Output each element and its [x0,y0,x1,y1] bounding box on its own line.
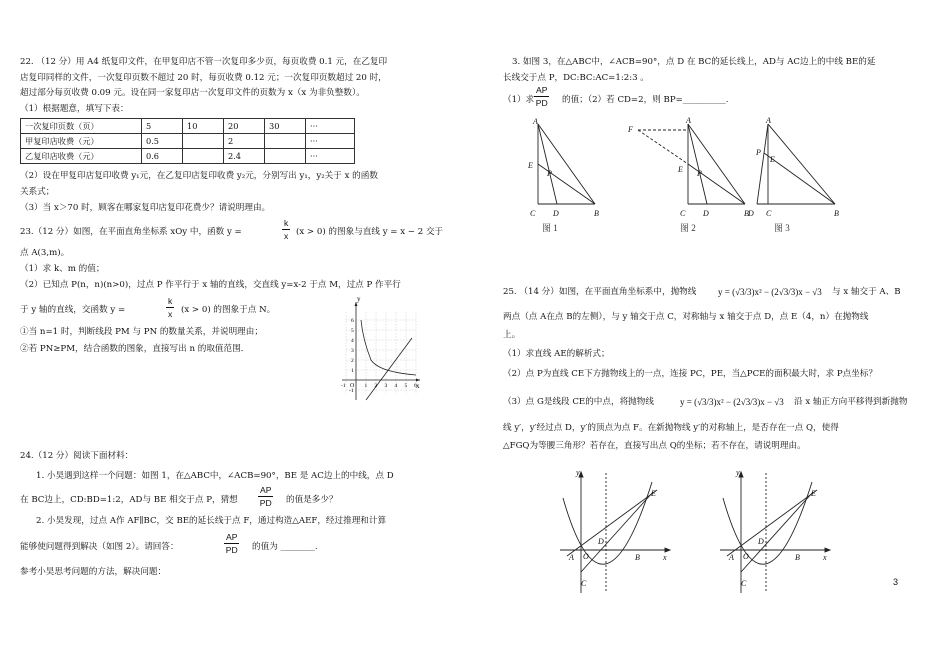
q23-function-graph [322,292,422,407]
svg-text:B: B [795,553,800,562]
svg-text:O: O [743,552,749,561]
fraction-numerator: AP [226,532,238,542]
svg-text:P: P [547,169,552,178]
table-cell: 0.6 [142,149,183,164]
q24r-line1: 3. 如图 3，在△ABC中，∠ACB=90°，点 D 在 BC的延长线上，AD与 AC边上的中线 BE的延 [512,57,876,67]
figure-2 [638,124,745,204]
q23-sub2-b2: (x > 0) 的图象于点 N。 [181,305,276,315]
svg-text:C: C [581,579,587,588]
page-number: 3 [893,577,899,587]
x-tick: 1 [364,383,368,389]
y-tick: 5 [351,328,354,334]
q24-p2-line2a: 能够使问题得到解决（如图 2）。请回答： [20,542,179,552]
svg-text:C: C [530,209,536,218]
q22-sub2-line1: （2）设在甲复印店复印收费 y₁元，在乙复印店复印收费 y₂元，分别写出 y₁，y₂关于 x 的函数 [20,171,378,181]
svg-text:E: E [811,489,816,498]
q25-line1a: 25. （14 分）如图，在平面直角坐标系中，抛物线 [503,287,697,297]
svg-text:x: x [663,553,667,562]
svg-text:E: E [770,155,775,164]
q25-sub3-line3: △FGQ为等腰三角形？若存在，直接写出点 Q的坐标；若不存在，请说明理由。 [503,441,806,451]
x-tick: 2 [374,383,378,389]
q23-sub2-b1: 于 y 轴的直线，交函数 y = [20,305,126,315]
q24r-sub1-b: 的值；（2）若 CD=2，则 BP=__________. [562,95,729,105]
x-tick: 4 [394,383,398,389]
svg-text:C: C [741,579,747,588]
table-cell [183,149,224,164]
svg-text:A: A [766,116,771,125]
q24-p2-line1: 2. 小昊发现，过点 A作 AF∥BC，交 BE的延长线于点 F，通过构造△AEF，经过推理和计算 [36,516,387,526]
q25-parabola: y = (√3/3)x² − (2√3/3)x − √3 [718,287,822,297]
q23-line1b: (x > 0) 的图象与直线 y = x − 2 交于 [296,227,444,237]
q25-sub3-line2: 线 y′，y′经过点 D，y′的顶点为点 F。在新抛物线 y′的对称轴上，是否存在一点 Q，使得 [503,423,839,433]
q23-fraction [282,218,290,241]
table-cell: 0.5 [142,134,183,149]
table-row [21,119,355,134]
table-cell [265,134,306,149]
q23-item1: ①当 n=1 时，判断线段 PM 与 PN 的数量关系，并说明理由； [20,327,263,337]
svg-text:x: x [823,553,827,562]
q24-p1-line2b: 的值是多少？ [286,495,338,505]
table-cell: 5 [142,119,183,134]
q24r-line2: 长线交于点 P，DC:BC:AC=1:2:3 。 [503,73,649,83]
svg-text:E: E [678,165,683,174]
svg-text:A: A [533,117,538,126]
fraction-denominator: x [168,309,173,319]
q24r-fraction [534,85,549,108]
fraction-denominator: x [284,231,289,241]
table-cell: 30 [265,119,306,134]
fraction-numerator: k [284,218,289,228]
svg-text:D: D [703,209,709,218]
table-cell [183,134,224,149]
y-tick: 3 [351,348,354,354]
q24-figures [520,116,860,236]
q24-ref: 参考小昊思考问题的方法，解决问题： [20,567,167,577]
svg-text:E: E [651,489,656,498]
fraction-denominator: PD [225,545,238,555]
q23-item2: ②若 PN≥PM，结合函数的图象，直接写出 n 的取值范围． [20,344,250,354]
fig2-caption: 图 2 [680,223,696,233]
svg-text:F: F [628,125,633,134]
hyperbola-curve [361,320,416,375]
fraction-numerator: AP [260,485,272,495]
q23-sub2-a: （2）已知点 P(n，n)(n>0)，过点 P 作平行于 x 轴的直线，交直线 y=x-2 于点 M，过点 P 作平行 [20,280,401,290]
q22-line1: 22. （12 分）用 A4 纸复印文件，在甲复印店不管一次复印多少页，每页收费 0.1 元，在乙复印 [20,57,388,67]
svg-text:D: D [598,537,604,546]
table-cell: ··· [306,134,355,149]
table-cell: 甲复印店收费（元） [21,134,142,149]
line-curve [366,338,412,400]
svg-text:B: B [594,209,599,218]
figure-3 [757,124,835,204]
table-cell: ··· [306,149,355,164]
q24-p2-line2b: 的值为 ________. [252,542,318,552]
svg-text:A: A [729,553,734,562]
y-tick: 4 [351,338,354,344]
q24-line1: 24.（12 分）阅读下面材料： [20,451,134,461]
svg-text:B: B [635,553,640,562]
q22-table [20,118,355,164]
svg-text:O: O [583,552,589,561]
svg-text:P: P [756,148,761,157]
q25-line3: 上。 [503,330,521,340]
y-tick: -1 [349,388,354,394]
table-row [21,134,355,149]
q25-line1b: 与 x 轴交于 A、B [832,287,901,297]
figure-1 [538,124,595,204]
svg-text:D: D [748,209,754,218]
y-tick: 1 [351,368,354,374]
q25-sub1: （1）求直线 AE的解析式； [503,349,610,359]
svg-text:y: y [576,468,580,477]
q24-p1-line1: 1. 小昊遇到这样一个问题：如图 1，在△ABC中，∠ACB=90°，BE 是 AC边上的中线，点 D [36,471,394,481]
q24r-sub1-a: （1）求 [503,95,535,105]
q22-sub1: （1）根据题意，填写下表： [20,104,129,114]
table-cell: 一次复印页数（页） [21,119,142,134]
table-row [21,149,355,164]
q22-sub3: （3）当 x＞70 时，顾客在哪家复印店复印花费少？请说明理由。 [20,203,271,213]
q25-parabola-2: y = (√3/3)x² − (2√3/3)x − √3 [680,397,784,407]
table-cell [265,149,306,164]
q25-sub2: （2）点 P为直线 CE下方抛物线上的一点，连接 PC，PE，当△PCE的面积最大时，求 P点坐标？ [503,369,878,379]
q23-fraction-2 [166,296,174,319]
table-cell: ··· [306,119,355,134]
svg-text:P: P [697,169,702,178]
x-tick: 6 [414,383,417,389]
x-tick: 5 [404,383,408,389]
q23-line1a: 23.（12 分）如图，在平面直角坐标系 xOy 中，函数 y = [20,227,242,237]
y-tick: 6 [351,318,354,324]
q24-fraction [258,485,273,508]
q25-line2: 两点（点 A在点 B的左侧），与 y 轴交于点 C，对称轴与 x 轴交于点 D，点 E（4，n）在抛物线 [503,312,869,322]
q22-sub2-line2: 关系式； [20,187,55,197]
svg-text:A: A [686,116,691,125]
svg-text:y: y [736,468,740,477]
svg-text:C: C [766,209,772,218]
q22-line3: 超过部分每页收费 0.09 元。设在同一家复印店一次复印文件的页数为 x（x 为非负整数）。 [20,88,365,98]
fraction-denominator: PD [259,498,272,508]
fig3-caption: 图 3 [774,223,790,233]
svg-text:C: C [680,209,686,218]
table-cell: 20 [224,119,265,134]
x-tick: -1 [341,383,346,389]
q24-fraction-2 [224,532,239,555]
fraction-numerator: AP [536,85,548,95]
q23-line2: 点 A(3,m)。 [20,248,70,258]
svg-text:D: D [758,537,764,546]
fraction-numerator: k [168,296,173,306]
q22-line2: 店复印同样的文件，一次复印页数不超过 20 时，每页收费 0.12 元；一次复印页数超过 20 时， [20,73,387,83]
table-cell: 乙复印店收费（元） [21,149,142,164]
svg-text:B: B [744,209,749,218]
y-tick: 2 [351,358,354,364]
q25-sub3-a: （3）点 G是线段 CE的中点，将抛物线 [503,397,654,407]
q25-parabola-graphs [555,468,875,598]
svg-text:E: E [528,161,533,170]
q25-sub3-b: 沿 x 轴正方向平移得到新抛物 [794,397,908,407]
q24-p1-line2a: 在 BC边上，CD:BD=1:2，AD与 BE 相交于点 P，猜想 [20,495,238,505]
q23-sub1: （1）求 k、m 的值； [20,264,105,274]
svg-text:A: A [569,553,574,562]
table-cell: 2.4 [224,149,265,164]
table-cell: 2 [224,134,265,149]
origin-label: O [350,383,355,389]
svg-text:D: D [553,209,559,218]
svg-text:B: B [834,209,839,218]
fig1-caption: 图 1 [542,223,558,233]
table-cell: 10 [183,119,224,134]
x-tick: 3 [384,383,388,389]
x-axis-label: x [416,382,420,390]
fraction-denominator: PD [535,98,548,108]
y-axis-label: y [357,295,361,303]
